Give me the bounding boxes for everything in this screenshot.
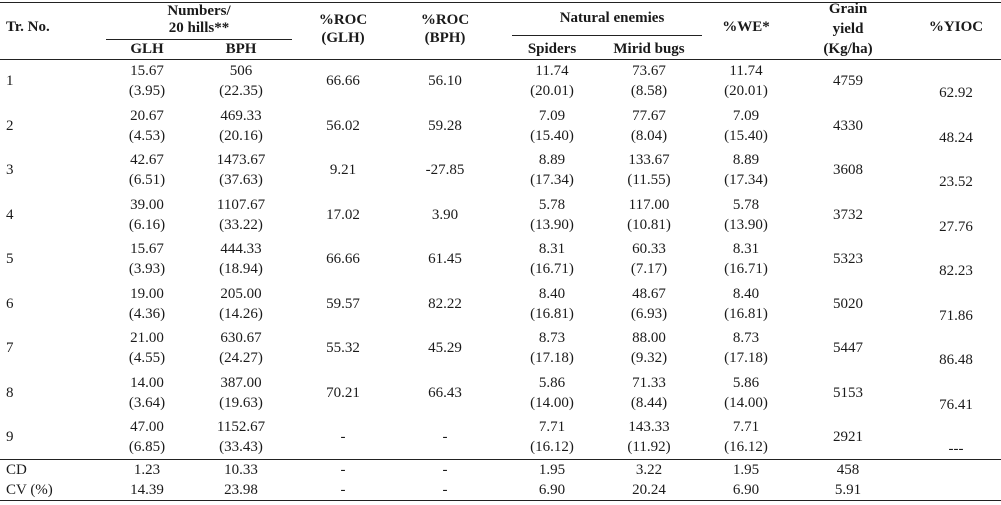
cell-spiders: 5.86 (538, 374, 566, 391)
cell-spiders: 8.73 (538, 330, 566, 346)
cell-roc-glh: 66.66 (326, 73, 360, 89)
cell-mirid-t: (11.92) (627, 439, 671, 455)
cell-bph-t: (22.35) (219, 83, 263, 99)
cell-roc-bph: 61.45 (428, 251, 462, 267)
cell-spiders: 7.71 (538, 419, 566, 435)
cell-glh: 15.67 (130, 63, 164, 79)
cell-yield: 5323 (833, 251, 863, 267)
summary-cell-we: 6.90 (732, 481, 760, 498)
cell-spiders: 5.78 (538, 196, 566, 213)
summary-cell-roc-glh: - (340, 481, 346, 498)
cell-bph: 444.33 (220, 241, 262, 257)
cell-roc-bph: - (442, 429, 448, 445)
cell-spiders-t: (15.40) (530, 127, 574, 144)
summary-cell-mirid: 20.24 (632, 481, 666, 498)
cell-mirid-t: (10.81) (627, 216, 671, 233)
header-grain-line2: yield (832, 21, 864, 37)
cell-bph: 205.00 (220, 285, 262, 302)
header-spiders: Spiders (527, 41, 577, 57)
bottom-rule (0, 500, 1001, 501)
cell-glh: 14.00 (130, 374, 164, 391)
summary-cell-roc-bph: - (442, 462, 448, 478)
summary-cell-bph: 23.98 (224, 481, 258, 498)
summary-cell-mirid: 3.22 (635, 462, 663, 478)
cell-we-t: (16.71) (724, 261, 768, 277)
cell-we-t: (15.40) (724, 127, 768, 144)
header-tr-no: Tr. No. (6, 19, 50, 35)
summary-cell-glh: 1.23 (133, 462, 161, 478)
cell-roc-bph: -27.85 (425, 162, 465, 178)
cell-bph: 1473.67 (216, 152, 266, 168)
cell-yioc: --- (948, 441, 964, 457)
cell-mirid: 88.00 (632, 330, 666, 346)
cell-bph-t: (24.27) (219, 350, 263, 366)
cell-spiders: 8.40 (538, 285, 566, 302)
summary-cell-bph: 10.33 (224, 462, 258, 478)
cell-glh: 21.00 (130, 330, 164, 346)
cell-roc-bph: 3.90 (431, 206, 459, 223)
cell-glh: 39.00 (130, 196, 164, 213)
cell-spiders-t: (17.34) (530, 172, 574, 188)
cell-tr-no: 5 (6, 251, 14, 267)
cell-yield: 3732 (833, 206, 863, 223)
cell-bph-t: (37.63) (219, 172, 263, 188)
header-roc-glh-line2: (GLH) (321, 30, 365, 46)
cell-spiders-t: (16.81) (530, 305, 574, 322)
cell-bph: 387.00 (220, 374, 262, 391)
cell-spiders: 7.09 (538, 107, 566, 124)
cell-glh: 19.00 (130, 285, 164, 302)
cell-tr-no: 9 (6, 429, 14, 445)
cell-bph-t: (33.22) (219, 216, 263, 233)
header-roc-glh-line1: %ROC (318, 12, 368, 28)
header-we: %WE* (722, 19, 770, 35)
header-mirid-bugs: Mirid bugs (613, 41, 685, 57)
cell-tr-no: 6 (6, 295, 14, 312)
header-numbers-line2: 20 hills** (168, 20, 230, 36)
summary-cell-yield: 458 (836, 462, 860, 478)
cell-yioc: 82.23 (939, 263, 973, 279)
cell-bph-t: (33.43) (219, 439, 263, 455)
enemies-subrule (512, 35, 702, 36)
cell-mirid: 60.33 (632, 241, 666, 257)
cell-tr-no: 1 (6, 73, 14, 89)
cell-mirid: 48.67 (632, 285, 666, 302)
cell-glh: 47.00 (130, 419, 164, 435)
cell-spiders-t: (20.01) (530, 83, 574, 99)
cell-glh-t: (6.85) (128, 439, 166, 455)
cell-yioc: 48.24 (939, 129, 973, 146)
cell-glh: 15.67 (130, 241, 164, 257)
summary-cell-roc-bph: - (442, 481, 448, 498)
cell-yioc: 23.52 (939, 174, 973, 190)
cell-yioc: 76.41 (939, 396, 973, 413)
cell-bph: 1152.67 (216, 419, 266, 435)
cell-bph: 630.67 (220, 330, 262, 346)
summary-cell-spiders: 1.95 (538, 462, 566, 478)
cell-mirid-t: (8.58) (630, 83, 668, 99)
cell-mirid: 117.00 (628, 196, 670, 213)
summary-cell-glh: 14.39 (130, 481, 164, 498)
cell-glh-t: (3.64) (128, 394, 166, 411)
cell-we-t: (16.81) (724, 305, 768, 322)
cell-tr-no: 8 (6, 384, 14, 401)
cell-bph: 469.33 (220, 107, 262, 124)
cell-spiders: 11.74 (535, 63, 569, 79)
header-grain-line3: (Kg/ha) (823, 41, 873, 57)
cell-mirid-t: (8.04) (630, 127, 668, 144)
cell-bph-t: (18.94) (219, 261, 263, 277)
cell-mirid-t: (6.93) (630, 305, 668, 322)
cell-spiders-t: (17.18) (530, 350, 574, 366)
header-grain-line1: Grain (828, 1, 868, 17)
cell-yioc: 86.48 (939, 352, 973, 368)
cell-yield: 5447 (833, 340, 863, 356)
cell-yioc: 71.86 (939, 307, 973, 324)
cell-yield: 2921 (833, 429, 863, 445)
cell-roc-glh: 9.21 (329, 162, 357, 178)
summary-cell-spiders: 6.90 (538, 481, 566, 498)
cell-roc-bph: 66.43 (428, 384, 462, 401)
cell-bph: 1107.67 (216, 196, 266, 213)
cell-spiders-t: (13.90) (530, 216, 574, 233)
cell-glh-t: (4.36) (128, 305, 166, 322)
cell-we: 5.78 (732, 196, 760, 213)
cell-glh: 20.67 (130, 107, 164, 124)
cell-bph-t: (14.26) (219, 305, 263, 322)
cell-yield: 4330 (833, 117, 863, 134)
cell-we: 8.40 (732, 285, 760, 302)
cell-roc-glh: - (340, 429, 346, 445)
cell-tr-no: 2 (6, 117, 14, 134)
cell-tr-no: 7 (6, 340, 14, 356)
cell-mirid-t: (9.32) (630, 350, 668, 366)
cell-we: 7.71 (732, 419, 760, 435)
cell-spiders: 8.31 (538, 241, 566, 257)
cell-roc-glh: 55.32 (326, 340, 360, 356)
cell-roc-glh: 56.02 (326, 117, 360, 134)
cell-glh-t: (3.93) (128, 261, 166, 277)
cell-spiders-t: (16.71) (530, 261, 574, 277)
cell-tr-no: 3 (6, 162, 14, 178)
cell-roc-glh: 66.66 (326, 251, 360, 267)
header-rule (0, 59, 1001, 60)
cell-glh-t: (4.55) (128, 350, 166, 366)
cell-roc-glh: 70.21 (326, 384, 360, 401)
cell-we-t: (16.12) (724, 439, 768, 455)
cell-bph: 506 (229, 63, 253, 79)
cell-we: 7.09 (732, 107, 760, 124)
cell-mirid: 73.67 (632, 63, 666, 79)
header-natural-enemies: Natural enemies (559, 10, 665, 26)
cell-roc-glh: 59.57 (326, 295, 360, 312)
cell-yioc: 62.92 (939, 85, 973, 101)
cell-we: 8.73 (732, 330, 760, 346)
cell-yioc: 27.76 (939, 218, 973, 235)
cell-glh-t: (6.16) (128, 216, 166, 233)
cell-we-t: (20.01) (724, 83, 768, 99)
cell-we: 11.74 (729, 63, 763, 79)
header-roc-bph-line1: %ROC (420, 12, 470, 28)
header-roc-bph-line2: (BPH) (424, 30, 466, 46)
header-bph: BPH (225, 41, 257, 57)
cell-glh-t: (3.95) (128, 83, 166, 99)
cell-mirid-t: (8.44) (630, 394, 668, 411)
cell-yield: 5020 (833, 295, 863, 312)
cell-glh-t: (4.53) (128, 127, 166, 144)
cell-yield: 4759 (833, 73, 863, 89)
cell-yield: 3608 (833, 162, 863, 178)
cell-mirid: 71.33 (632, 374, 666, 391)
cell-spiders: 8.89 (538, 152, 566, 168)
summary-cell-we: 1.95 (732, 462, 760, 478)
cell-tr-no: 4 (6, 206, 14, 223)
cell-roc-bph: 59.28 (428, 117, 462, 134)
cell-we-t: (17.18) (724, 350, 768, 366)
summary-cell-yield: 5.91 (834, 481, 862, 498)
summary-cell-roc-glh: - (340, 462, 346, 478)
cell-spiders-t: (14.00) (530, 394, 574, 411)
cell-mirid: 133.67 (628, 152, 670, 168)
cell-mirid-t: (7.17) (630, 261, 668, 277)
summary-label: CV (%) (6, 481, 53, 498)
cell-we: 8.31 (732, 241, 760, 257)
cell-yield: 5153 (833, 384, 863, 401)
header-glh: GLH (130, 41, 164, 57)
cell-bph-t: (19.63) (219, 394, 263, 411)
summary-rule (0, 459, 1001, 460)
cell-mirid-t: (11.55) (627, 172, 671, 188)
header-yioc: %YIOC (928, 19, 984, 35)
cell-spiders-t: (16.12) (530, 439, 574, 455)
cell-roc-bph: 82.22 (428, 295, 462, 312)
cell-we-t: (13.90) (724, 216, 768, 233)
cell-we-t: (17.34) (724, 172, 768, 188)
cell-roc-glh: 17.02 (326, 206, 360, 223)
cell-roc-bph: 45.29 (428, 340, 462, 356)
cell-bph-t: (20.16) (219, 127, 263, 144)
cell-glh-t: (6.51) (128, 172, 166, 188)
cell-glh: 42.67 (130, 152, 164, 168)
cell-mirid: 77.67 (632, 107, 666, 124)
header-numbers-line1: Numbers/ (167, 3, 231, 19)
cell-mirid: 143.33 (628, 419, 670, 435)
summary-label: CD (6, 462, 27, 478)
cell-we: 5.86 (732, 374, 760, 391)
cell-we: 8.89 (732, 152, 760, 168)
cell-roc-bph: 56.10 (428, 73, 462, 89)
cell-we-t: (14.00) (724, 394, 768, 411)
